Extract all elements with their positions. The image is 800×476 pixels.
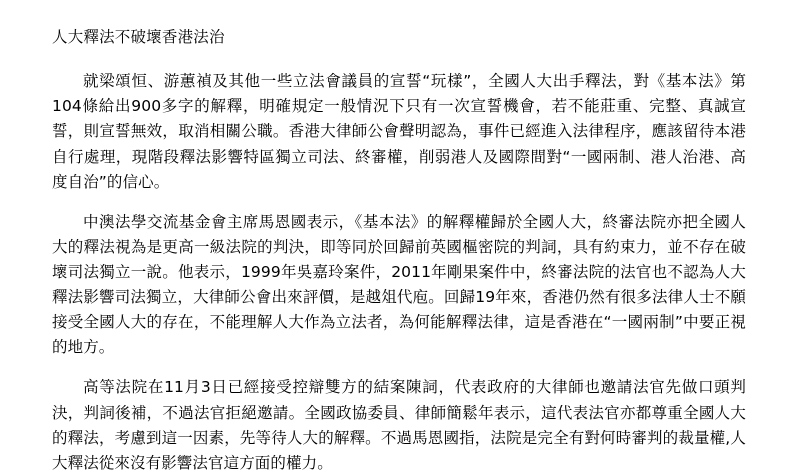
paragraph: 中澳法學交流基金會主席馬恩國表示，《基本法》的解釋權歸於全國人大，終審法院亦把全國人大的釋法視為是更高一級法院的判決，即等同於回歸前英國樞密院的判詞，具有約束力，並不存在破壞司法獨立一說。他表示，1999年吳嘉玲案件，2011年剛果案件中，終審法院的法官也不認為人大釋法影響司法獨立，大律師公會出來評價，是越俎代庖。回歸19年來，香港仍然有很多法律人士不願接受全國人大的存在，不能理解人大作為立法者，為何能解釋法律，這是香港在“一國兩制”中要正視的地方。: [52, 212, 746, 357]
paragraph: 高等法院在11月3日已經接受控辯雙方的結案陳詞，代表政府的大律師也邀請法官先做口頭判決，判詞後補，不過法官拒絕邀請。全國政協委員、律師簡鬆年表示，這代表法官亦都尊重全國人大的釋法，考慮到這一因素，先等待人大的解釋。不過馬恩國指，法院是完全有對何時審判的裁量權,人大釋法從來沒有影響法官這方面的權力。: [52, 378, 746, 472]
document-body: [52, 69, 746, 476]
document-title: 人大釋法不破壞香港法治: [52, 28, 225, 46]
paragraph: 就梁頌恒、游蕙禎及其他一些立法會議員的宣誓“玩樣”，全國人大出手釋法，對《基本法》第104條給出900多字的解釋，明確規定一般情況下只有一次宣誓機會，若不能莊重、完整、真誠宣誓，則宣誓無效，取消相關公職。香港大律師公會聲明認為，事件已經進入法律程序，應該留待本港自行處理，現階段釋法影響特區獨立司法、終審權，削弱港人及國際間對“一國兩制、港人治港、高度自治”的信心。: [52, 72, 746, 191]
